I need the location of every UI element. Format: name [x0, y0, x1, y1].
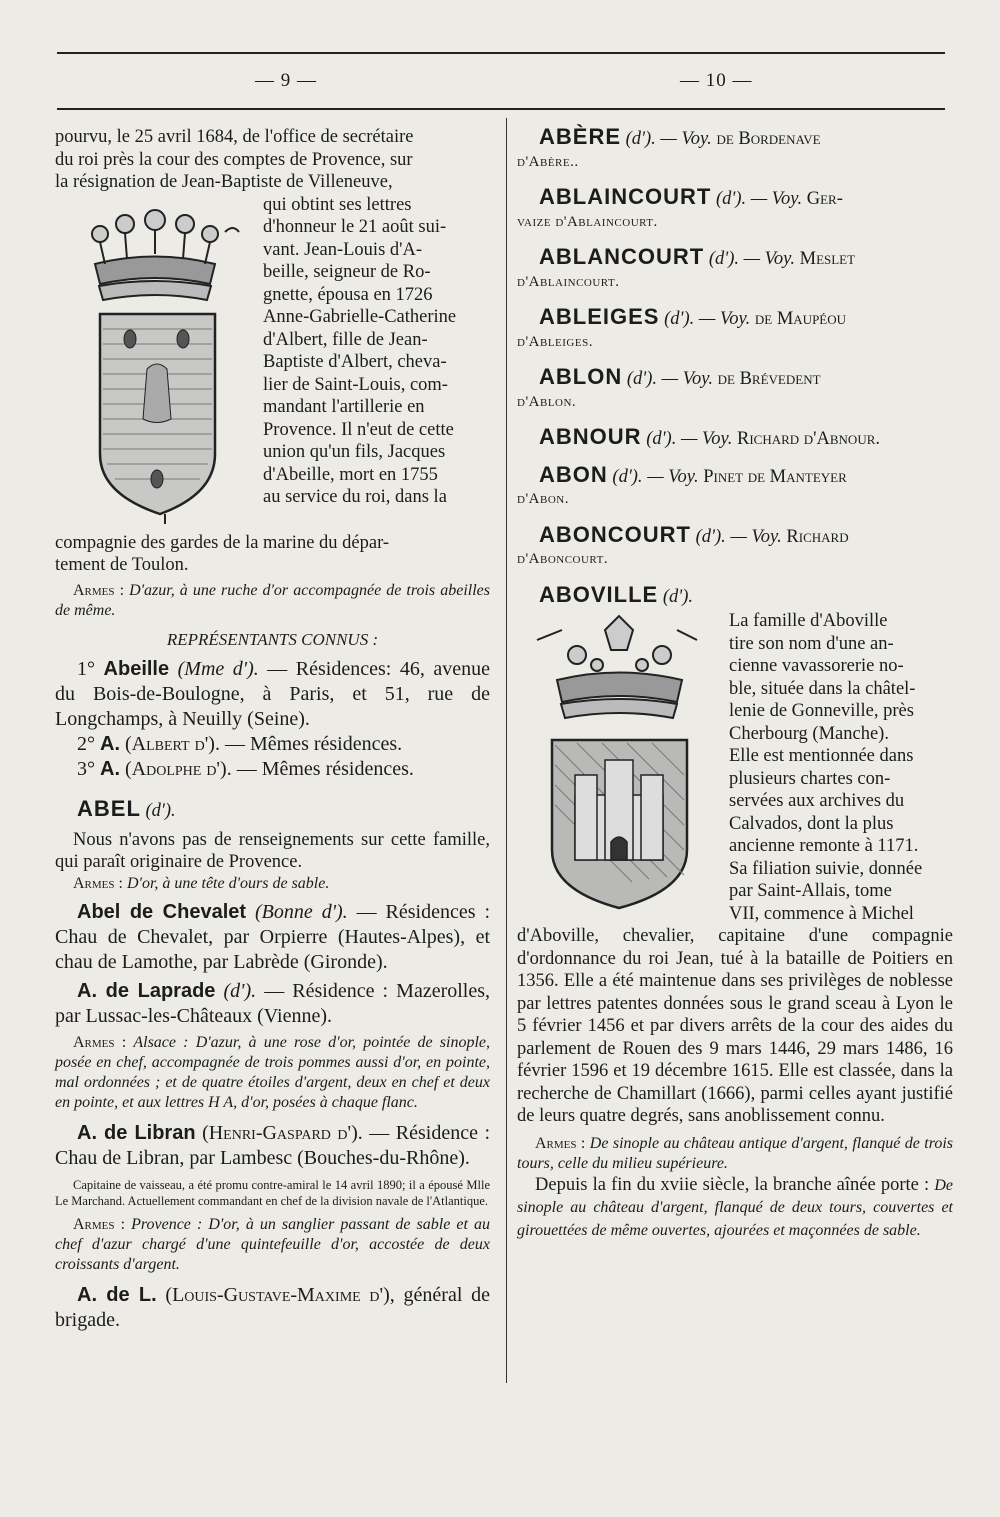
entry-reference: de Maupéou: [754, 309, 847, 329]
text-line: du roi près la cour des comptes de Provence, sur: [55, 149, 413, 170]
entry-name: ABLANCOURT: [539, 244, 705, 269]
representative-1: [55, 657, 490, 732]
arms-text: D'or, à une tête d'ours de sable.: [126, 874, 330, 892]
text-line: d'Albert, fille de Jean-: [263, 329, 428, 350]
entry-abnour: [517, 426, 953, 451]
voy-label: — Voy.: [743, 249, 795, 269]
entry-reference-cont: d'Aboncourt.: [517, 551, 609, 567]
text-line: lier de Saint-Louis, com-: [263, 374, 448, 395]
entry-title: (d').: [662, 586, 694, 607]
rep-title: (Mme d').: [177, 658, 259, 680]
page-number-right: — 10 —: [680, 70, 753, 91]
entry-title: (d').: [695, 526, 726, 547]
entry-title: (d').: [715, 189, 747, 209]
entry-title: (Henri-Gaspard d').: [202, 1121, 363, 1144]
right-column: [517, 126, 953, 1241]
entry-reference: Ger-: [806, 189, 843, 209]
arms-text: Provence : D'or, à un sanglier passant de sable et au chef d'azur chargé d'une quintefeuille d'or, accostée de deux croissants d'argent.: [55, 1215, 490, 1273]
entry-reference: Pinet de Manteyer: [703, 466, 847, 487]
abeille-arms: [55, 581, 490, 621]
entry-name: ABONCOURT: [539, 521, 691, 547]
entry-ablaincourt: [517, 186, 953, 233]
entry-name: ABLEIGES: [539, 304, 660, 329]
entry-title: (Bonne d').: [255, 900, 348, 923]
aboville-text: d'Aboville, chevalier, capitaine d'une compagnie d'ordonnance du roi Jean, tué à la bataille de Poitiers en 1356. Elle a été maintenue dans ses privilèges de noblesse par lettres patentes données sous le grand sceau à Lyon le 5 février 1456 et par divers arrêts de la cour des aides du parlement de Rouen des 9 mars 1446, 29 mars 1486, 16 février 1596 et 19 décembre 1615. Elle est classée, dans la recherche de Chamillart (1666), parmi celles ayant justifié de leurs quatre degrés, sans anoblissement connu.: [517, 926, 953, 1126]
rep-number: 1°: [77, 658, 95, 680]
page-number-left: — 9 —: [255, 70, 317, 91]
entry-name: A. de Libran: [77, 1121, 196, 1144]
rep-title: (Albert d').: [125, 733, 220, 755]
entry-reference: Richard: [786, 526, 849, 547]
representatives-heading: REPRÉSENTANTS CONNUS :: [166, 629, 379, 649]
rep-name: A.: [100, 733, 120, 755]
arms-label: Armes :: [73, 581, 125, 599]
entry-title: (d').: [664, 309, 695, 329]
entry-name: ABLON: [539, 364, 623, 389]
text-line: pourvu, le 25 avril 1684, de l'office de secrétaire: [55, 127, 414, 147]
voy-label: — Voy.: [680, 429, 733, 449]
entry-title: (Louis-Gustave-Maxime d'),: [165, 1283, 395, 1306]
rep-number: 3°: [77, 758, 95, 780]
text-line: d'honneur le 21 août sui-: [263, 217, 447, 237]
rep-text: — Mêmes résidences.: [224, 733, 403, 755]
text-line: vant. Jean-Louis d'A-: [263, 239, 423, 260]
aboville-coat-of-arms: [517, 610, 729, 920]
text-line: Cherbourg (Manche).: [729, 723, 889, 744]
text-line: cienne vavassorerie no-: [729, 656, 904, 676]
rep-title: (Adolphe d').: [125, 758, 232, 780]
entry-abere: [517, 126, 953, 173]
entry-name: A. de L.: [77, 1283, 157, 1306]
text-line: Anne-Gabrielle-Catherine: [263, 307, 457, 327]
text-line: mandant l'artillerie en: [263, 397, 425, 417]
representatives-list: [55, 657, 490, 782]
abel-text: Nous n'avons pas de renseignements sur cette famille, qui paraît originaire de Provence.: [55, 829, 490, 872]
entry-aboncourt: [517, 521, 953, 571]
aboville-heading: [517, 581, 953, 609]
entry-text: — Résidences : Chau de Chevalet, par Orpierre (Hautes-Alpes), et chau de Lamothe, par Labrède (Gironde).: [55, 900, 491, 973]
header-bottom-rule: [57, 108, 945, 110]
aboville-branch: [517, 1174, 953, 1242]
text-line: La famille d'Aboville: [729, 611, 888, 631]
entry-title: (d').: [145, 801, 176, 821]
rep-name: A.: [100, 758, 120, 780]
entry-name: ABNOUR: [539, 424, 642, 449]
abeille-intro: [55, 126, 490, 194]
entry-reference: Meslet: [799, 249, 856, 269]
arms-text: D'azur, à une ruche d'or accompagnée de trois abeilles de même.: [55, 581, 490, 619]
text-line: la résignation de Jean-Baptiste de Villeneuve,: [55, 172, 393, 192]
text-line: lenie de Gonneville, près: [729, 701, 914, 721]
entry-abon: [517, 461, 953, 511]
text-line: Provence. Il n'eut de cette: [263, 419, 454, 440]
rep-text: — Mêmes résidences.: [236, 758, 414, 780]
entry-title: (d').: [223, 979, 257, 1002]
libran-arms: [55, 1215, 490, 1275]
representative-2: [55, 732, 490, 757]
arms-label: Armes :: [73, 874, 123, 892]
text-line: beille, seigneur de Ro-: [263, 262, 431, 282]
entry-reference-cont: vaize d'Ablaincourt.: [517, 213, 658, 230]
arms-text: Alsace : D'azur, à une rose d'or, pointée de sinople, posée en chef, accompagnée de trois pommes aussi d'or, en pointe, mal ordonnées ; et de quatre étoiles d'argent, deux en chef et deux en pointe, et aux lettres H A, d'or, posées à chaque flanc.: [55, 1033, 491, 1111]
entry-title: (d').: [625, 129, 656, 149]
text-line: compagnie des gardes de la marine du dépar-: [55, 532, 390, 553]
entry-reference-cont: d'Ableiges.: [517, 333, 593, 350]
arms-label: Armes :: [73, 1215, 126, 1233]
representative-3: [55, 757, 490, 782]
crown-and-shield-bees-icon: [55, 194, 255, 524]
entry-text: général de brigade.: [55, 1283, 490, 1331]
entry-reference: de Bordenave: [716, 129, 821, 149]
text-line: Calvados, dont la plus: [729, 813, 894, 834]
laprade-entry: [55, 979, 490, 1029]
text-line: au service du roi, dans la: [263, 487, 447, 507]
branch-text: Depuis la fin du xviie siècle, la branche aînée porte :: [535, 1174, 930, 1195]
text-line: ble, située dans la châtel-: [729, 678, 916, 699]
entry-name: A. de Laprade: [77, 979, 216, 1002]
text-line: d'Abeille, mort en 1755: [263, 464, 438, 485]
entry-reference-cont: d'Ablaincourt.: [517, 273, 620, 290]
entry-title: (d').: [626, 369, 657, 389]
entry-reference: de Brévedent: [717, 369, 821, 389]
text-line: union qu'un fils, Jacques: [263, 442, 446, 462]
entry-reference-cont: d'Ablon.: [517, 393, 577, 410]
aboville-arms: [517, 1134, 953, 1174]
entry-ablancourt: [517, 246, 953, 293]
text-line: par Saint-Allais, tome: [729, 881, 892, 901]
text-line: Elle est mentionnée dans: [729, 746, 914, 766]
text-line: qui obtint ses lettres: [263, 194, 412, 215]
text-line: ancienne remonte à 1171.: [729, 836, 919, 856]
libran-note: Capitaine de vaisseau, a été promu contre-amiral le 14 avril 1890; il a épousé Mlle Le Marchand. Actuellement commandant en chef de la division navale de l'Atlantique.: [55, 1177, 490, 1208]
voy-label: — Voy.: [660, 129, 712, 149]
entry-name: ABOVILLE: [539, 581, 659, 607]
left-column: [55, 126, 490, 1333]
entry-ablon: [517, 366, 953, 413]
text-line: VII, commence à Michel: [729, 903, 914, 924]
text-line: tire son nom d'une an-: [729, 633, 894, 654]
entry-name: Abel de Chevalet: [77, 900, 247, 923]
arms-label: Armes :: [73, 1033, 127, 1051]
voy-label: — Voy.: [647, 466, 699, 487]
voy-label: — Voy.: [698, 309, 751, 329]
chevalet-entry: [55, 900, 490, 975]
rep-number: 2°: [77, 733, 95, 755]
voy-label: — Voy.: [730, 526, 782, 547]
entry-name: ABLAINCOURT: [539, 184, 712, 209]
entry-name: ABON: [539, 461, 608, 487]
text-line: servées aux archives du: [729, 791, 905, 811]
libran-entry: [55, 1121, 490, 1171]
abeille-coat-of-arms: [55, 194, 263, 532]
voy-label: — Voy.: [661, 369, 714, 389]
rep-name: Abeille: [103, 658, 170, 680]
entry-name: ABÈRE: [539, 124, 622, 149]
crown-and-shield-castle-icon: [517, 610, 722, 910]
text-line: gnette, épousa en 1726: [263, 284, 433, 305]
louis-gustave-entry: [55, 1283, 490, 1333]
branch-arms: De sinople au château d'argent, flanqué de deux tours, couvertes et girouettées de même ouvertes, ajourées et maçonnées de sable.: [517, 1176, 953, 1239]
header-top-rule: [57, 52, 945, 54]
entry-ableiges: [517, 306, 953, 353]
voy-label: — Voy.: [750, 189, 803, 209]
entry-title: (d').: [646, 429, 677, 449]
entry-name: ABEL: [77, 796, 141, 821]
text-line: Baptiste d'Albert, cheva-: [263, 352, 447, 372]
abel-arms: [55, 874, 490, 894]
entry-reference-cont: d'Abère..: [517, 153, 579, 170]
abel-heading: [55, 798, 490, 823]
text-line: plusieurs chartes con-: [729, 768, 891, 789]
entry-reference-cont: d'Abon.: [517, 491, 569, 507]
column-divider: [506, 118, 507, 1383]
entry-text: — Résidence : Chau de Libran, par Lambesc (Bouches-du-Rhône).: [55, 1121, 491, 1169]
text-line: Sa filiation suivie, donnée: [729, 858, 923, 879]
arms-text: De sinople au château antique d'argent, flanqué de trois tours, celle du milieu supérieure.: [517, 1134, 953, 1172]
entry-reference: Richard d'Abnour.: [736, 429, 880, 449]
entry-title: (d').: [708, 249, 739, 269]
arms-label: Armes :: [535, 1134, 586, 1152]
text-line: tement de Toulon.: [55, 555, 189, 575]
entry-title: (d').: [612, 466, 643, 487]
entry-text: — Résidence : Mazerolles, par Lussac-les-Châteaux (Vienne).: [55, 979, 491, 1027]
rep-text: — Résidences: 46, avenue du Bois-de-Boulogne, à Paris, et 51, rue de Longchamps, à Neuilly (Seine).: [55, 658, 491, 730]
laprade-arms: [55, 1033, 490, 1113]
